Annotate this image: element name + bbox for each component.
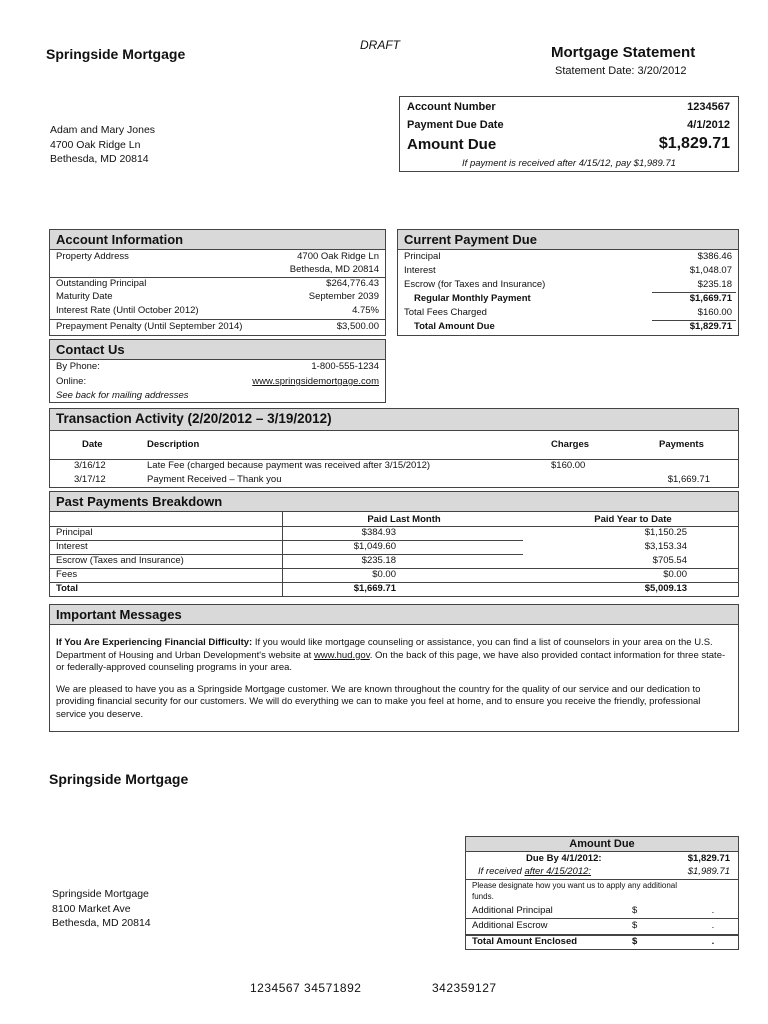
- transactions-box: Transaction Activity (2/20/2012 – 3/19/2012) Date Description Charges Payments 3/16/12 Late Fee (charged because payment was received after 3/15/2012) $160.00 3/17/12 Payment Received – Thank you $1,669.71: [49, 408, 739, 488]
- contact-title: Contact Us: [50, 340, 385, 360]
- website-link[interactable]: www.springsidemortgage.com: [252, 376, 379, 387]
- txn-row-2-date: 3/17/12: [74, 474, 106, 485]
- past-payments-title: Past Payments Breakdown: [50, 492, 738, 512]
- mailing-note: See back for mailing addresses: [56, 390, 189, 401]
- account-info-box: Account Information Property Address 4700 Oak Ridge Ln Bethesda, MD 20814 Outstanding Principal $264,776.43 Maturity Date September 2039 Interest Rate (Until October 2012) 4.75% Prepayment Penalty (Until September 2014) $3,500.00: [49, 229, 386, 336]
- scan-line-1: 1234567 34571892: [250, 981, 362, 995]
- contact-box: Contact Us By Phone: 1-800-555-1234 Online: www.springsidemortgage.com See back for mailing addresses: [49, 339, 386, 403]
- txn-row-2-payments: $1,669.71: [667, 474, 710, 485]
- coupon-box: Amount Due Due By 4/1/2012: $1,829.71 If received after 4/15/2012: $1,989.71 Please designate how you want us to apply any additional funds. Additional Principal $ . Additional Escrow $ . Total Amount Enclosed $ .: [465, 836, 739, 950]
- mail-to-address: Springside Mortgage 8100 Market Ave Bethesda, MD 20814: [52, 888, 151, 929]
- messages-title: Important Messages: [50, 605, 738, 625]
- statement-date: Statement Date: 3/20/2012: [555, 65, 687, 77]
- current-payment-title: Current Payment Due: [398, 230, 738, 250]
- recipient-address: [50, 123, 155, 167]
- recipient-name: Adam and Mary Jones: [50, 124, 156, 136]
- account-number-label: Account Number: [407, 101, 496, 113]
- company-name: Springside Mortgage: [46, 46, 186, 62]
- recipient-city: Bethesda, MD 20814: [50, 153, 149, 165]
- amount-due: $1,829.71: [658, 135, 730, 152]
- contact-phone: 1-800-555-1234: [311, 361, 379, 372]
- coupon-company: Springside Mortgage: [49, 771, 189, 787]
- coupon-late-amount: $1,989.71: [687, 866, 730, 877]
- txn-row-2-desc: Payment Received – Thank you: [147, 474, 282, 485]
- additional-principal-field[interactable]: .: [711, 905, 715, 916]
- due-date: 4/1/2012: [687, 119, 730, 131]
- txn-row-1-charges: $160.00: [551, 460, 586, 471]
- coupon-title: Amount Due: [466, 837, 738, 852]
- recipient-street: 4700 Oak Ridge Ln: [50, 138, 141, 151]
- additional-escrow-field[interactable]: .: [711, 920, 715, 931]
- current-payment-box: Current Payment Due Principal $386.46 Interest $1,048.07 Escrow (for Taxes and Insurance) $235.18 Regular Monthly Payment $1,669.71 Total Fees Charged $160.00 Total Amount Due $1,829.71: [397, 229, 739, 336]
- designate-note: Please designate how you want us to apply any additional funds.: [472, 881, 678, 901]
- hud-link[interactable]: www.hud.gov: [313, 649, 370, 661]
- account-number: 1234567: [687, 101, 730, 113]
- draft-label: DRAFT: [360, 38, 400, 52]
- messages-box: [49, 604, 739, 732]
- late-payment-note: If payment is received after 4/15/12, pay $1,989.71: [462, 158, 676, 169]
- transactions-title: Transaction Activity (2/20/2012 – 3/19/2012): [50, 409, 738, 431]
- txn-row-1-desc: Late Fee (charged because payment was received after 3/15/2012): [147, 460, 431, 471]
- statement-title: Mortgage Statement: [551, 44, 696, 61]
- coupon-due-amount: $1,829.71: [687, 853, 730, 864]
- past-payments-box: Past Payments Breakdown Paid Last Month Paid Year to Date Principal $384.93 $1,150.25 Interest $1,049.60 $3,153.34 Escrow (Taxes and Insurance) $235.18 $705.54 Fees $0.00 $0.00 Total $1,669.71 $5,009.13: [49, 491, 739, 597]
- due-date-label: Payment Due Date: [407, 119, 504, 131]
- message-welcome: We are pleased to have you as a Springside Mortgage customer. We are known throughout the country for the quality of our service and our dedication to providing financial security for our customers. We will do everything we can to make you feel at home, and to ensure you receive the friendly, professional service you deserve.: [56, 683, 701, 720]
- message-financial-difficulty: If You Are Experiencing Financial Difficulty: If you would like mortgage counseling or assistance, you can find a list of counselors in your area on the U.S. Department of Housing and Urban Development's website at www.hud.gov. On the back of this page, we have also provided contact information for three state- or federally-approved counseling programs in your area.: [56, 637, 726, 673]
- summary-box: [399, 96, 739, 172]
- total-enclosed-field[interactable]: .: [711, 936, 715, 947]
- account-info-title: Account Information: [50, 230, 385, 250]
- scan-line-2: 342359127: [432, 981, 497, 995]
- txn-row-1-date: 3/16/12: [74, 460, 106, 471]
- amount-due-label: Amount Due: [407, 136, 497, 153]
